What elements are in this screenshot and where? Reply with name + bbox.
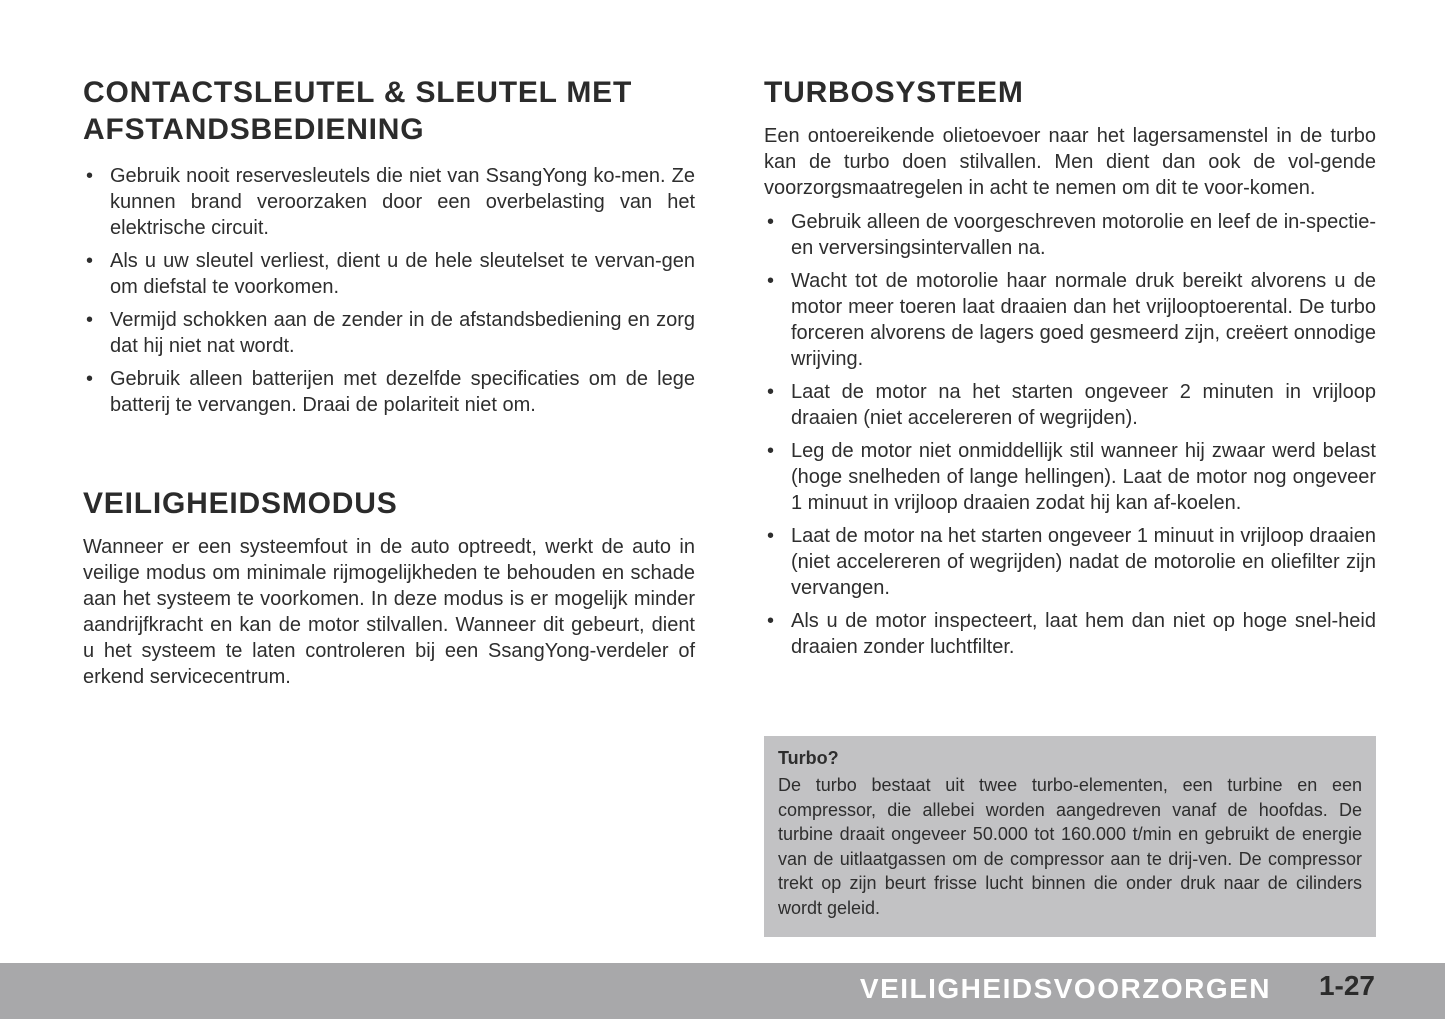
ignition-key-list — [83, 163, 695, 418]
section-title-line1: CONTACTSLEUTEL & SLEUTEL MET — [83, 76, 633, 109]
turbo-info-box — [764, 736, 1376, 937]
list-item: • Gebruik alleen batterijen met dezelfde specificaties om de lege batterij te vervangen. Draai de polariteit niet om. — [83, 366, 695, 418]
list-item: • Laat de motor na het starten ongeveer 1 minuut in vrijloop draaien (niet accelereren of wegrijden) nadat de motorolie en oliefilter zijn vervangen. — [764, 523, 1376, 601]
info-box-text: De turbo bestaat uit twee turbo-elementen, een turbine en een compressor, die allebei worden aangedreven vanaf de hoofdas. De turbine draait ongeveer 50.000 tot 160.000 t/min en gebruikt de energie van de uitlaatgassen om de compressor aan te drij-ven. De compressor trekt op zijn beurt frisse lucht binnen die onder druk naar de cilinders wordt geleid. — [778, 775, 1362, 918]
list-item: • Vermijd schokken aan de zender in de afstandsbediening en zorg dat hij niet nat wordt. — [83, 307, 695, 359]
footer-section-title: VEILIGHEIDSVOORZORGEN — [859, 973, 1271, 1004]
left-column — [83, 74, 695, 690]
list-item: • Als u uw sleutel verliest, dient u de hele sleutelset te vervan-gen om diefstal te voorkomen. — [83, 248, 695, 300]
section-title-safety-mode: VEILIGHEIDSMODUS — [83, 487, 398, 520]
list-item: • Gebruik nooit reservesleutels die niet van SsangYong ko-men. Ze kunnen brand veroorzaken door een overbelasting van het elektrische circuit. — [83, 163, 695, 241]
list-item: • Wacht tot de motorolie haar normale druk bereikt alvorens u de motor meer toeren laat draaien dan het vrijlooptoerental. De turbo forceren alvorens de lagers goed gesmeerd zijn, creëert onnodige wrijving. — [764, 268, 1376, 372]
list-item: • Gebruik alleen de voorgeschreven motorolie en leef de in-spectie- en verversingsintervallen na. — [764, 209, 1376, 261]
list-item: • Als u de motor inspecteert, laat hem dan niet op hoge snel-heid draaien zonder luchtfilter. — [764, 608, 1376, 660]
page-number: 1-27 — [1318, 970, 1375, 1001]
turbo-precautions-list — [764, 209, 1376, 660]
right-column — [764, 74, 1376, 667]
safety-mode-paragraph: Wanneer er een systeemfout in de auto optreedt, werkt de auto in veilige modus om minimale rijmogelijkheden te behouden en schade aan het systeem te voorkomen. In deze modus is er mogelijk minder aandrijfkracht en kan de motor stilvallen. Wanneer dit gebeurt, dient u het systeem te laten controleren bij een SsangYong-verdeler of erkend servicecentrum. — [83, 536, 695, 688]
page-footer — [0, 963, 1445, 1019]
info-box-title: Turbo? — [778, 748, 839, 768]
turbo-intro-paragraph: Een ontoereikende olietoevoer naar het lagersamenstel in de turbo kan de turbo doen stilvallen. Men dient dan ook de vol-gende voorzorgsmaatregelen in acht te nemen om dit te voor-komen. — [764, 125, 1376, 199]
section-title-turbo-system: TURBOSYSTEEM — [764, 76, 1024, 109]
section-title-line2: AFSTANDSBEDIENING — [83, 113, 425, 146]
list-item: • Leg de motor niet onmiddellijk stil wanneer hij zwaar werd belast (hoge snelheden of lange hellingen). Laat de motor nog ongeveer 1 minuut in vrijloop draaien zodat hij kan af-koelen. — [764, 438, 1376, 516]
list-item: • Laat de motor na het starten ongeveer 2 minuten in vrijloop draaien (niet accelereren of wegrijden). — [764, 379, 1376, 431]
section-title-ignition-key — [83, 74, 695, 148]
